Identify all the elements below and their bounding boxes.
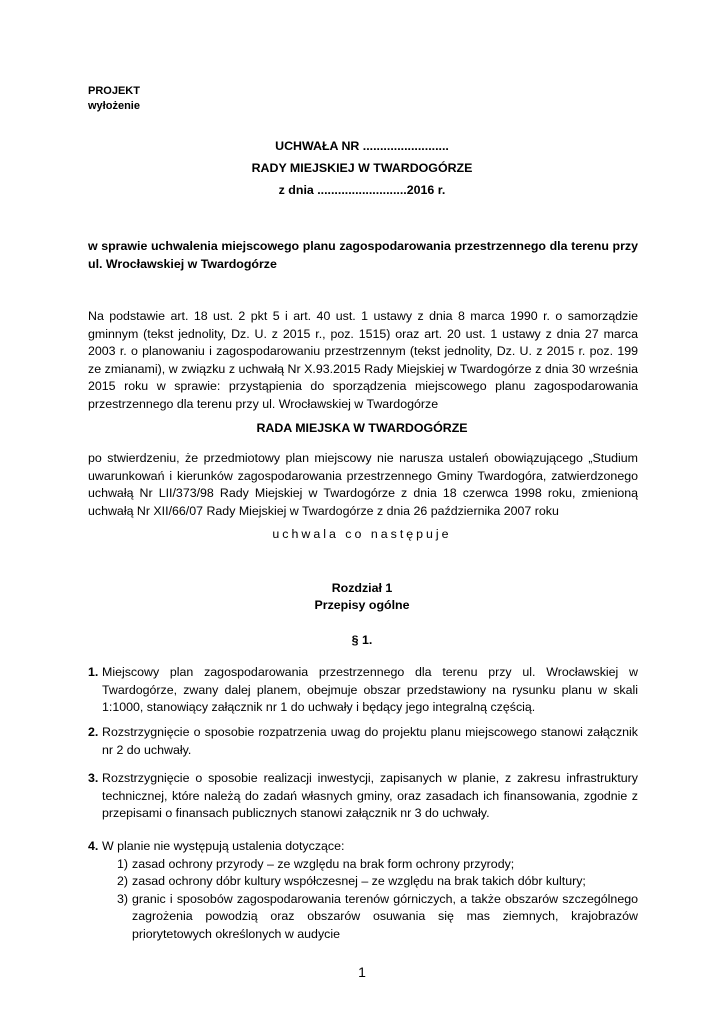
list-item — [88, 770, 638, 823]
sub-item — [102, 891, 638, 944]
list-item — [88, 724, 638, 759]
resolution-date: z dnia ..........................2016 r. — [278, 183, 446, 197]
draft-sublabel: wyłożenie — [88, 100, 140, 112]
council-name: RADY MIEJSKIEJ W TWARDOGÓRZE — [251, 161, 473, 175]
resolution-number: UCHWAŁA NR ......................... — [275, 139, 449, 153]
resolution-subject: w sprawie uchwalenia miejscowego planu zagospodarowania przestrzennego dla terenu przy ul. Wrocławskiej w Twardogórze — [88, 239, 638, 271]
finding-paragraph: po stwierdzeniu, że przedmiotowy plan miejscowy nie narusza ustaleń obowiązującego „Studium uwarunkowań i kierunków zagospodarowania przestrzennego Gminy Twardogóra, zatwierdzonego uchwałą Nr LII/373/98 Rady Miejskiej w Twardogórze z dnia 18 czerwca 1998 roku, zmienioną uchwałą Nr XII/66/07 Rady Miejskiej w Twardogórze z dnia 26 października 2007 roku — [88, 451, 638, 518]
list-item-text: Rozstrzygnięcie o sposobie realizacji inwestycji, zapisanych w planie, z zakresu infrastruktury technicznej, które należą do zadań własnych gminy, oraz zasadach ich finansowania, zgodnie z przepisami o finansach publicznych stanowi załącznik nr 3 do uchwały. — [102, 771, 638, 820]
sub-item — [102, 856, 638, 874]
list-item-body — [102, 838, 638, 943]
sub-item-text: zasad ochrony przyrody – ze względu na brak form ochrony przyrody; — [132, 856, 515, 871]
sub-item-number: 3) — [116, 891, 128, 906]
list-item-text: W planie nie występują ustalenia dotyczące: — [102, 839, 345, 853]
list-item-text: Rozstrzygnięcie o sposobie rozpatrzenia uwag do projektu planu miejscowego stanowi załącznik nr 2 do uchwały. — [102, 725, 638, 757]
chapter-name: Przepisy ogólne — [314, 598, 410, 612]
sub-item-text: zasad ochrony dóbr kultury współczesnej – ze względu na brak takich dóbr kultury; — [132, 874, 586, 888]
draft-label: PROJEKT — [88, 85, 140, 97]
list-item-number: 1. — [88, 665, 99, 679]
list-item-text: Miejscowy plan zagospodarowania przestrzennego dla terenu przy ul. Wrocławskiej w Twardogórze, zwany dalej planem, obejmuje obszar przedstawiony na rysunku planu w skali 1:1000, stanowiący załącznik nr 1 do uchwały i będący jego integralną częścią. — [102, 665, 638, 714]
list-item-number: 4. — [88, 839, 99, 853]
section-number: § 1. — [351, 633, 373, 647]
council-heading: RADA MIEJSKA W TWARDOGÓRZE — [256, 421, 468, 435]
list-item-number: 2. — [88, 725, 99, 739]
list-item — [88, 838, 638, 943]
page-number: 1 — [358, 964, 366, 980]
list-item-number: 3. — [88, 771, 99, 785]
sub-item — [102, 873, 638, 891]
list-item — [88, 664, 638, 717]
sub-item-text: granic i sposobów zagospodarowania terenów górniczych, a także obszarów szczególnego zagrożenia powodzią oraz obszarów osuwania się mas ziemnych, krajobrazów priorytetowych określonych w audycie — [132, 891, 638, 941]
chapter-number: Rozdział 1 — [331, 581, 393, 595]
sub-item-number: 2) — [116, 874, 128, 888]
sub-item-number: 1) — [116, 856, 128, 871]
resolves-statement: uchwala co następuje — [272, 527, 452, 541]
draft-stamp — [88, 84, 140, 114]
legal-basis: Na podstawie art. 18 ust. 2 pkt 5 i art. 40 ust. 1 ustawy z dnia 8 marca 1990 r. o samorządzie gminnym (tekst jednolity, Dz. U. z 2015 r., poz. 1515) oraz art. 20 ust. 1 ustawy z dnia 27 marca 2003 r. o planowaniu i zagospodarowaniu przestrzennym (tekst jednolity, Dz. U. z 2015 r. poz. 199 ze zmianami), w związku z uchwałą Nr X.93.2015 Rady Miejskiej w Twardogórze z dnia 30 września 2015 roku w sprawie: przystąpienia do sporządzenia miejscowego planu zagospodarowania przestrzennego dla terenu przy ul. Wrocławskiej w Twardogórze — [88, 309, 638, 411]
